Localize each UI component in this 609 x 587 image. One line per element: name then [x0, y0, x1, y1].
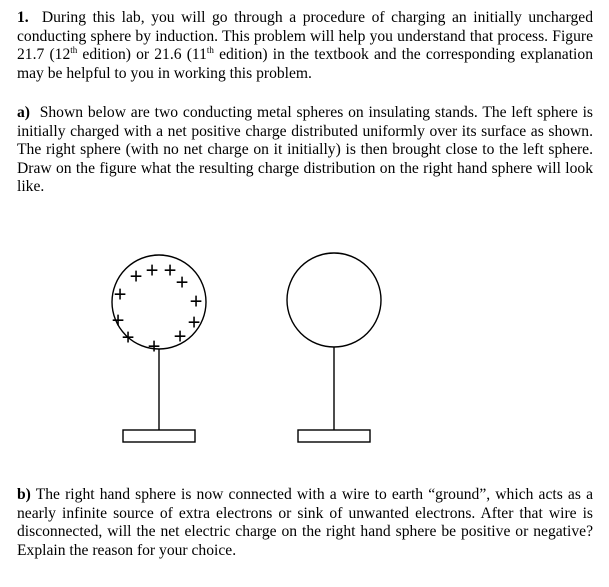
intro-text-part-3: edition) in the textbook and the corresponding explanation may be helpful to you in working this problem. [17, 46, 593, 82]
part-a-text: Shown below are two conducting metal spheres on insulating stands. The left sphere is initially charged with a net positive charge distributed uniformly over its surface as shown. The right sphere (with no net charge on it initially) is then brought close to the left sphere. Draw on the figure what the resulting charge distribution on the right hand sphere will look like. [17, 104, 593, 196]
plus-charge: + [175, 269, 189, 295]
plus-charge: + [145, 257, 159, 283]
plus-charge: + [121, 324, 135, 350]
left-stand-base [123, 430, 195, 442]
plus-charge: + [189, 288, 203, 314]
intro-text-part-1: During this lab, you will go through a procedure of charging an initially uncharged conducting sphere by induction. This problem will help you understand that process. Figure 21.7 (12 [17, 9, 594, 64]
left-sphere [112, 255, 206, 442]
superscript-th-1: th [70, 45, 78, 56]
plus-charge: + [187, 309, 201, 335]
plus-charge: + [111, 307, 125, 333]
plus-charge: + [163, 257, 177, 283]
plus-charge: + [129, 263, 143, 289]
part-b-label: b) [17, 486, 31, 503]
superscript-th-2: th [206, 45, 214, 56]
question-1-intro [17, 9, 593, 83]
right-sphere-outline [287, 253, 381, 347]
right-stand-base [298, 430, 370, 442]
part-b-paragraph [17, 486, 593, 560]
plus-charge: + [147, 333, 161, 359]
part-b-text: The right hand sphere is now connected with a wire to earth “ground”, which acts as a nearly infinite source of extra electrons or sink of unwanted electrons. After that wire is disconnected, will the net electric charge on the right hand sphere be positive or negative? Explain the reason for your choice. [17, 486, 593, 559]
question-number: 1. [17, 9, 29, 26]
plus-charge: + [173, 323, 187, 349]
right-sphere [287, 253, 381, 442]
part-a-label: a) [17, 104, 30, 121]
spheres-figure [0, 240, 609, 450]
intro-text-part-2: edition) or 21.6 (11 [77, 46, 207, 64]
part-a-paragraph [17, 104, 593, 197]
plus-charge: + [113, 281, 127, 307]
